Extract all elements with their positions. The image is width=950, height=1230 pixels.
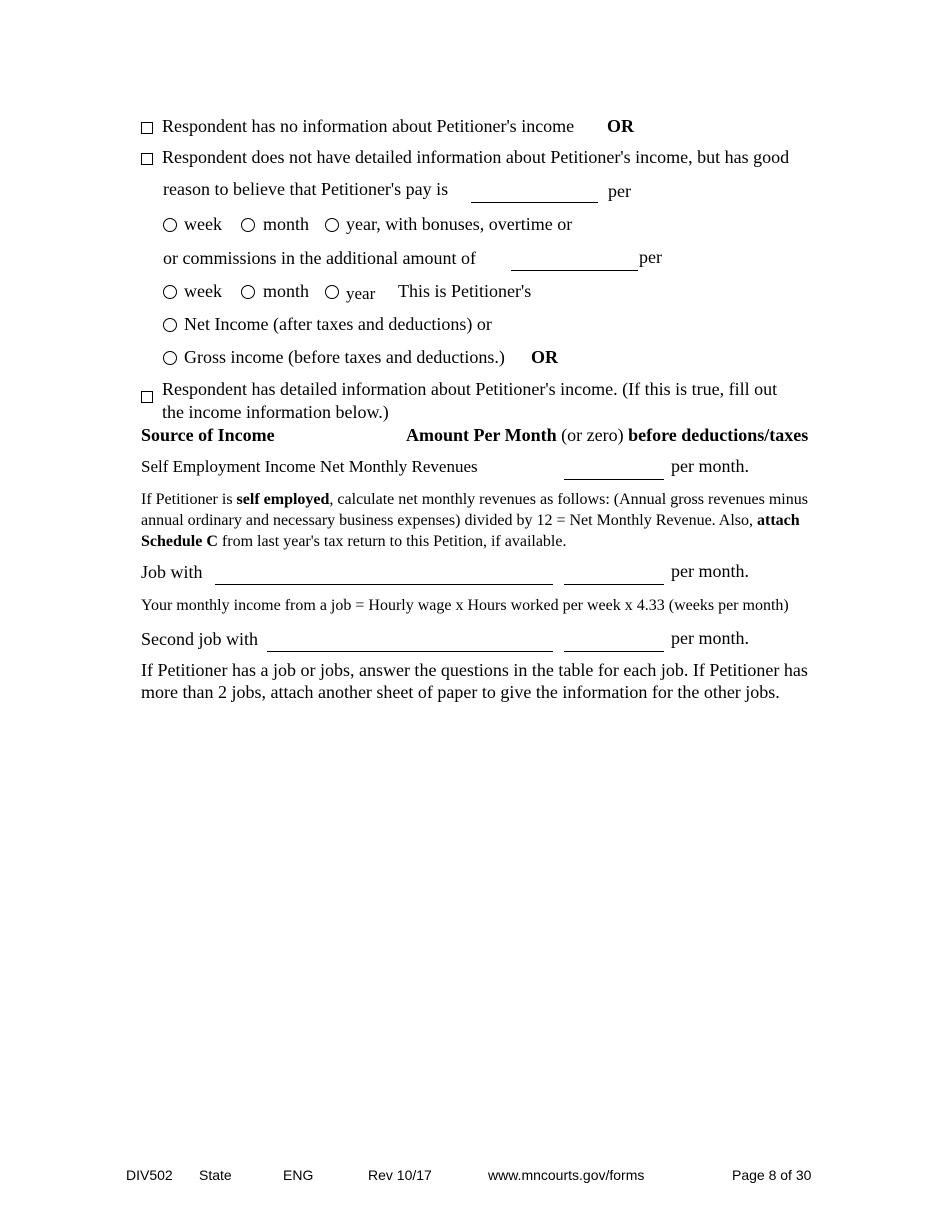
footer-page-number: Page 8 of 30 — [732, 1167, 812, 1183]
footer-state: State — [199, 1167, 232, 1183]
amount-per-month-header — [406, 425, 808, 446]
detailed-info-label-2: the income information below.) — [162, 402, 389, 422]
pay-year-label: year, with bonuses, overtime or — [346, 214, 573, 234]
gross-income-label: Gross income (before taxes and deductions.) — [184, 347, 505, 367]
second-job-employer-field[interactable] — [267, 651, 553, 652]
net-income-label: Net Income (after taxes and deductions) or — [184, 314, 492, 334]
per2-label: per — [639, 247, 662, 267]
no-detail-label: Respondent does not have detailed information about Petitioner's income, but has good — [162, 147, 790, 167]
comm-year-radio[interactable] — [325, 285, 339, 299]
closing-paragraph: If Petitioner has a job or jobs, answer the questions in the table for each job. If Petitioner has more than 2 jobs, attach another sheet of paper to give the information for the other jobs. — [141, 660, 808, 702]
job-with-label: Job with — [141, 562, 203, 582]
second-job-amount-field[interactable] — [564, 651, 664, 652]
this-is-petitioners-label: This is Petitioner's — [398, 281, 532, 301]
self-employment-note: If Petitioner is self employed, calculate net monthly revenues as follows: (Annual gross revenues minus annual ordinary and necessary business expenses) divided by 12 = Net Monthly Revenue. Also, attach Schedule C from last year's tax return to this Petition, if available. — [141, 491, 808, 550]
pay-week-label: week — [184, 214, 222, 234]
job-per-month: per month. — [671, 561, 749, 581]
amount-header-paren: (or zero) — [561, 425, 624, 445]
self-employment-label: Self Employment Income Net Monthly Revenues — [141, 457, 478, 476]
footer-url[interactable]: www.mncourts.gov/forms — [488, 1167, 645, 1183]
no-info-label: Respondent has no information about Petitioner's income — [162, 116, 575, 136]
job-income-note: Your monthly income from a job = Hourly wage x Hours worked per week x 4.33 (weeks per month) — [141, 597, 789, 614]
pay-amount-field[interactable] — [471, 202, 598, 203]
pay-month-label: month — [263, 214, 310, 234]
footer-language: ENG — [283, 1167, 314, 1183]
amount-header-bold: Amount Per Month — [406, 425, 557, 445]
amount-header-tail: before deductions/taxes — [628, 425, 809, 445]
no-detail-checkbox[interactable] — [141, 153, 153, 165]
or2-label: OR — [531, 347, 558, 367]
second-job-per-month: per month. — [671, 628, 749, 648]
self-employment-per-month: per month. — [671, 456, 749, 476]
or-label: OR — [607, 116, 634, 136]
self-employment-amount-field[interactable] — [564, 479, 664, 480]
job-amount-field[interactable] — [564, 584, 664, 585]
no-info-checkbox[interactable] — [141, 122, 153, 134]
source-of-income-header: Source of Income — [141, 425, 275, 445]
comm-year-label: year — [346, 284, 376, 303]
pay-week-radio[interactable] — [163, 218, 177, 232]
comm-week-radio[interactable] — [163, 285, 177, 299]
comm-month-label: month — [263, 281, 310, 301]
pay-label: reason to believe that Petitioner's pay is — [163, 179, 449, 199]
commissions-label: or commissions in the additional amount of — [163, 248, 476, 268]
net-income-radio[interactable] — [163, 318, 177, 332]
footer-form-id: DIV502 — [126, 1167, 173, 1183]
commissions-amount-field[interactable] — [511, 270, 638, 271]
comm-month-radio[interactable] — [241, 285, 255, 299]
footer-revision: Rev 10/17 — [368, 1167, 432, 1183]
second-job-label: Second job with — [141, 629, 258, 649]
comm-week-label: week — [184, 281, 222, 301]
pay-month-radio[interactable] — [241, 218, 255, 232]
detailed-info-label: Respondent has detailed information about Petitioner's income. (If this is true, fill out — [162, 379, 778, 399]
job-employer-field[interactable] — [215, 584, 553, 585]
gross-income-radio[interactable] — [163, 351, 177, 365]
pay-year-radio[interactable] — [325, 218, 339, 232]
detailed-info-checkbox[interactable] — [141, 391, 153, 403]
per-label: per — [608, 181, 631, 201]
